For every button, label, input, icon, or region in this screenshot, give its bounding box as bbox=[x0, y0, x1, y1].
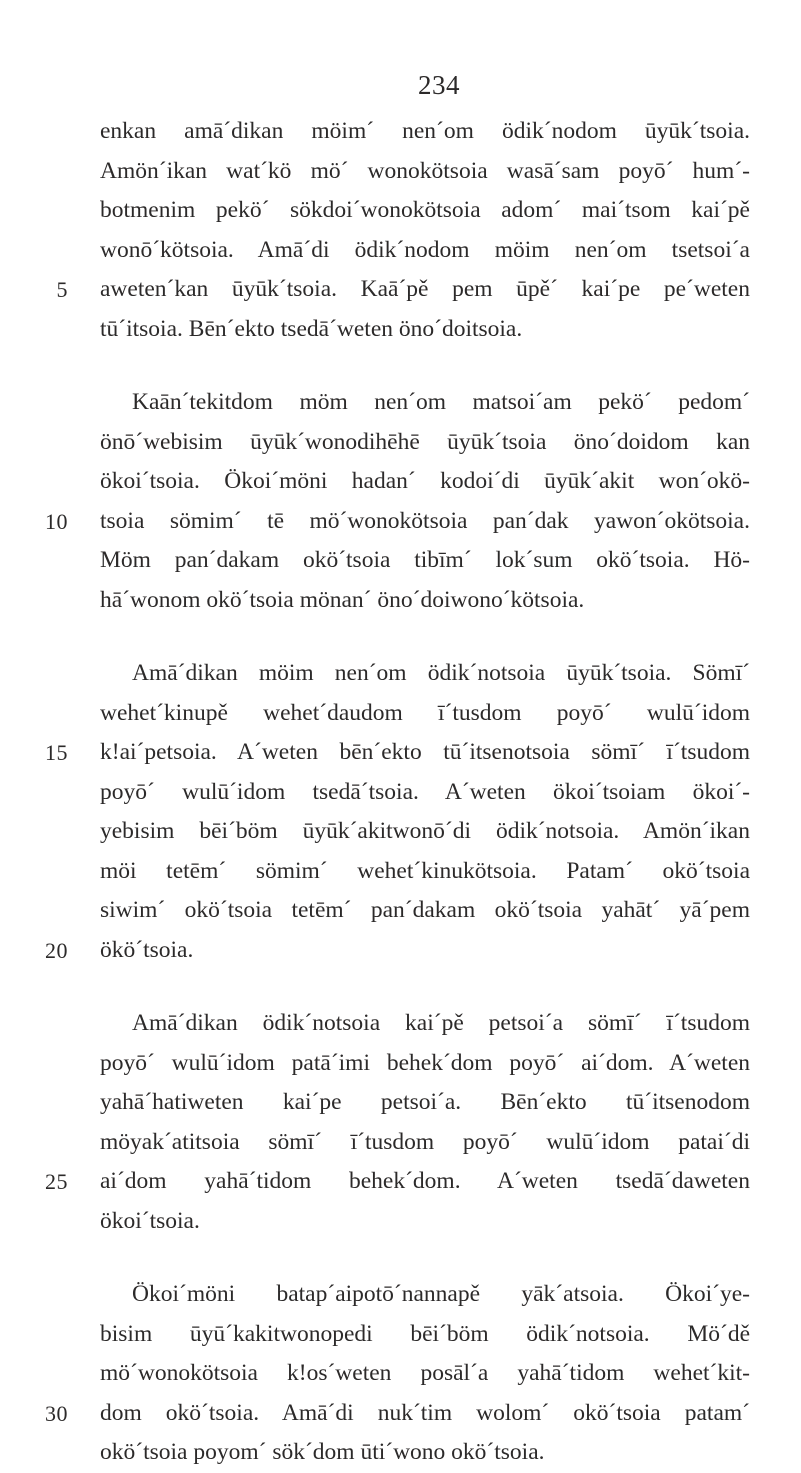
line-text: siwim´ okö´tsoia tetēm´ pan´dakam okö´tsoia yahāt´ yā´pem bbox=[100, 897, 750, 923]
line-text: Amön´ikan wat´kö mö´ wonokötsoia wasā´sam poyō´ hum´- bbox=[100, 157, 750, 184]
text-line bbox=[45, 1162, 750, 1202]
line-text: möi tetēm´ sömim´ wehet´kinukötsoia. Patam´ okö´tsoia bbox=[100, 857, 750, 884]
paragraph-gap bbox=[100, 1241, 750, 1275]
line-number: 5 bbox=[56, 277, 68, 302]
line-number: 15 bbox=[45, 740, 68, 765]
text-line bbox=[100, 1123, 750, 1163]
line-text: ökoi´tsoia. bbox=[100, 1207, 200, 1234]
line-text: wonō´kötsoia. Amā´di ödik´nodom möim nen´om tsetsoi´a bbox=[100, 236, 750, 263]
text-line bbox=[100, 423, 750, 463]
line-number: 10 bbox=[45, 508, 68, 534]
paragraph bbox=[45, 654, 750, 970]
line-number: 25 bbox=[45, 1169, 68, 1194]
line-text: dom okö´tsoia. Amā´di nuk´tim wolom´ okö´tsoia patam´ bbox=[100, 1399, 750, 1426]
line-text: bisim ūyū´kakitwonopedi bēi´böm ödik´notsoia. Mö´dě bbox=[100, 1320, 750, 1347]
text-line bbox=[100, 1275, 750, 1315]
text-line bbox=[100, 310, 750, 350]
line-text: poyō´ wulū´idom patā´imi behek´dom poyō´ ai´dom. A´weten bbox=[100, 1049, 750, 1076]
text-line bbox=[45, 502, 750, 542]
line-text: aweten´kan ūyūk´tsoia. Kaā´pě pem ūpě´ kai´pe pe´weten bbox=[100, 276, 750, 302]
text-line bbox=[100, 812, 750, 852]
paragraph bbox=[45, 1004, 750, 1241]
text-line bbox=[100, 891, 750, 931]
text-line bbox=[100, 694, 750, 734]
line-text: yahā´hatiweten kai´pe petsoi´a. Bēn´ekto tū´itsenodom bbox=[100, 1089, 750, 1115]
text-line bbox=[100, 462, 750, 502]
text-line bbox=[45, 1394, 750, 1434]
line-number: 30 bbox=[45, 1400, 68, 1426]
page-number: 234 bbox=[418, 70, 460, 100]
paragraph-gap bbox=[100, 620, 750, 654]
line-text: ai´dom yahā´tidom behek´dom. A´weten tsedā´daweten bbox=[100, 1168, 750, 1194]
text-line bbox=[100, 1004, 750, 1044]
line-text: hā´wonom okö´tsoia mönan´ öno´doiwono´kötsoia. bbox=[100, 586, 585, 613]
text-line bbox=[100, 1083, 750, 1123]
line-text: önō´webisim ūyūk´wonodihēhē ūyūk´tsoia öno´doidom kan bbox=[100, 428, 750, 455]
line-text: ökö´tsoia. bbox=[100, 936, 194, 963]
line-text: poyō´ wulū´idom tsedā´tsoia. A´weten ökoi´tsoiam ökoi´- bbox=[100, 778, 750, 805]
line-number: 20 bbox=[45, 937, 68, 963]
text-line bbox=[100, 1202, 750, 1242]
line-text: Amā´dikan möim nen´om ödik´notsoia ūyūk´tsoia. Sömī´ bbox=[132, 660, 750, 686]
text-line bbox=[100, 581, 750, 621]
line-text: yebisim bēi´böm ūyūk´akitwonō´di ödik´notsoia. Amön´ikan bbox=[100, 818, 750, 844]
line-text: möyak´atitsoia sömī´ ī´tusdom poyō´ wulū´idom patai´di bbox=[100, 1128, 750, 1155]
text-line bbox=[100, 191, 750, 231]
text-line bbox=[56, 270, 750, 310]
text-line bbox=[100, 1315, 750, 1355]
body-text bbox=[45, 112, 750, 1473]
line-text: k!ai´petsoia. A´weten bēn´ekto tū´itsenotsoia sömī´ ī´tsudom bbox=[100, 739, 750, 765]
paragraph bbox=[56, 112, 750, 349]
paragraph-gap bbox=[100, 970, 750, 1004]
paragraph bbox=[45, 383, 750, 620]
text-line bbox=[100, 1433, 750, 1473]
text-line bbox=[100, 1354, 750, 1394]
line-text: okö´tsoia poyom´ sök´dom ūti´wono okö´tsoia. bbox=[100, 1439, 545, 1465]
line-text: Amā´dikan ödik´notsoia kai´pě petsoi´a sömī´ ī´tsudom bbox=[132, 1010, 750, 1036]
text-line bbox=[100, 231, 750, 271]
line-text: tū´itsoia. Bēn´ekto tsedā´weten öno´doitsoia. bbox=[100, 315, 523, 342]
line-text: enkan amā´dikan möim´ nen´om ödik´nodom ūyūk´tsoia. bbox=[100, 118, 750, 144]
line-text: wehet´kinupě wehet´daudom ī´tusdom poyō´ wulū´idom bbox=[100, 699, 750, 726]
line-text: tsoia sömim´ tē mö´wonokötsoia pan´dak yawon´okötsoia. bbox=[100, 507, 750, 534]
text-line bbox=[100, 152, 750, 192]
text-line bbox=[100, 541, 750, 581]
line-text: mö´wonokötsoia k!os´weten posāl´a yahā´tidom wehet´kit- bbox=[100, 1360, 750, 1386]
text-line bbox=[100, 383, 750, 423]
paragraph-gap bbox=[100, 349, 750, 383]
text-line bbox=[45, 733, 750, 773]
text-line bbox=[100, 852, 750, 892]
paragraph bbox=[45, 1275, 750, 1473]
text-line bbox=[100, 112, 750, 152]
line-text: Ökoi´möni batap´aipotō´nannapě yāk´atsoia. Ökoi´ye- bbox=[132, 1281, 750, 1307]
text-line bbox=[100, 654, 750, 694]
line-text: botmenim pekö´ sökdoi´wonokötsoia adom´ mai´tsom kai´pě bbox=[100, 197, 750, 223]
text-line bbox=[45, 931, 750, 971]
line-text: Kaān´tekitdom möm nen´om matsoi´am pekö´ pedom´ bbox=[132, 389, 750, 415]
text-line bbox=[100, 1044, 750, 1084]
line-text: Möm pan´dakam okö´tsoia tibīm´ lok´sum okö´tsoia. Hö- bbox=[100, 547, 750, 573]
text-line bbox=[100, 773, 750, 813]
line-text: ökoi´tsoia. Ökoi´möni hadan´ kodoi´di ūyūk´akit won´okö- bbox=[100, 468, 750, 494]
